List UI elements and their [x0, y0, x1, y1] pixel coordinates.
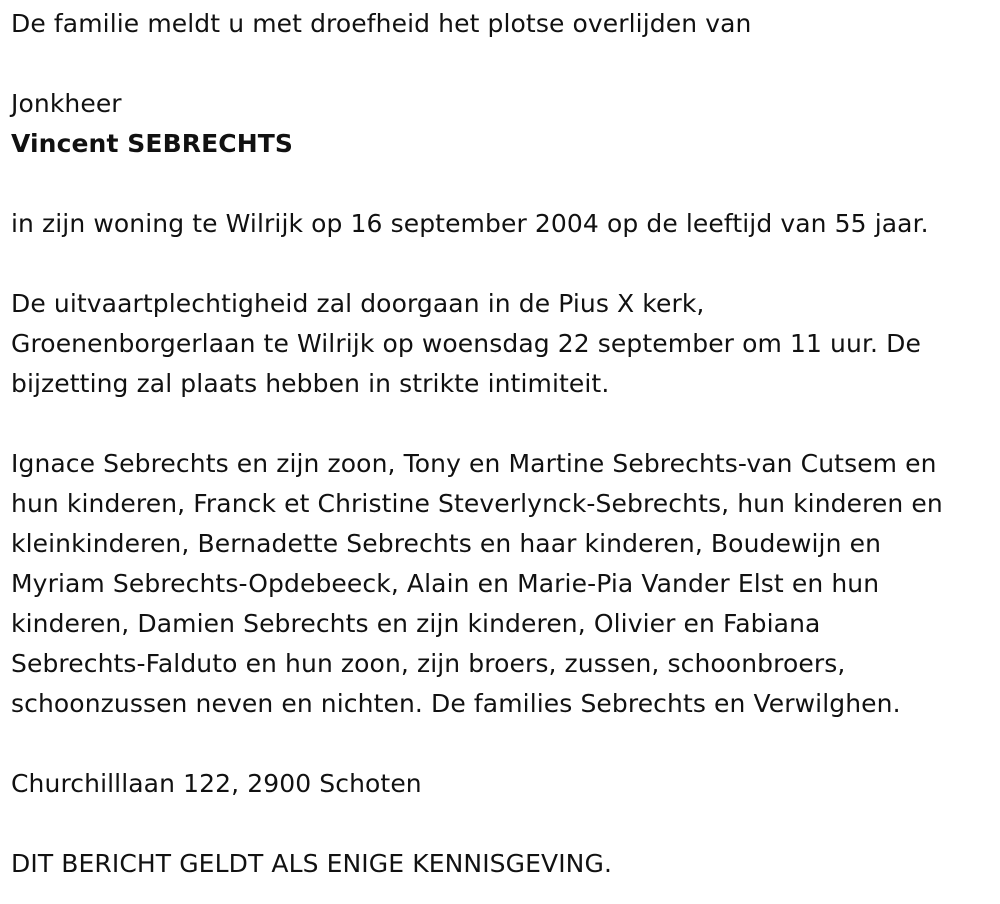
funeral-paragraph: [11, 284, 996, 404]
death-notice: [11, 4, 996, 884]
family-line: hun kinderen, Franck et Christine Steverlynck-Sebrechts, hun kinderen en: [11, 489, 943, 518]
family-line: Sebrechts-Falduto en hun zoon, zijn broers, zussen, schoonbroers,: [11, 649, 846, 678]
intro-text: De familie meldt u met droefheid het plotse overlijden van: [11, 9, 752, 38]
death-details: in zijn woning te Wilrijk op 16 september 2004 op de leeftijd van 55 jaar.: [11, 209, 929, 238]
funeral-line: bijzetting zal plaats hebben in strikte intimiteit.: [11, 369, 610, 398]
family-paragraph: [11, 444, 996, 724]
deceased-name: Vincent SEBRECHTS: [11, 129, 293, 158]
honorific-title: Jonkheer: [11, 89, 122, 118]
family-line: kleinkinderen, Bernadette Sebrechts en haar kinderen, Boudewijn en: [11, 529, 882, 558]
family-line: schoonzussen neven en nichten. De families Sebrechts en Verwilghen.: [11, 689, 901, 718]
family-address: Churchilllaan 122, 2900 Schoten: [11, 769, 422, 798]
funeral-line: Groenenborgerlaan te Wilrijk op woensdag 22 september om 11 uur. De: [11, 329, 921, 358]
closing-statement: DIT BERICHT GELDT ALS ENIGE KENNISGEVING.: [11, 849, 612, 878]
family-line: Myriam Sebrechts-Opdebeeck, Alain en Marie-Pia Vander Elst en hun: [11, 569, 880, 598]
family-line: kinderen, Damien Sebrechts en zijn kinderen, Olivier en Fabiana: [11, 609, 821, 638]
funeral-line: De uitvaartplechtigheid zal doorgaan in de Pius X kerk,: [11, 289, 705, 318]
family-line: Ignace Sebrechts en zijn zoon, Tony en Martine Sebrechts-van Cutsem en: [11, 449, 937, 478]
